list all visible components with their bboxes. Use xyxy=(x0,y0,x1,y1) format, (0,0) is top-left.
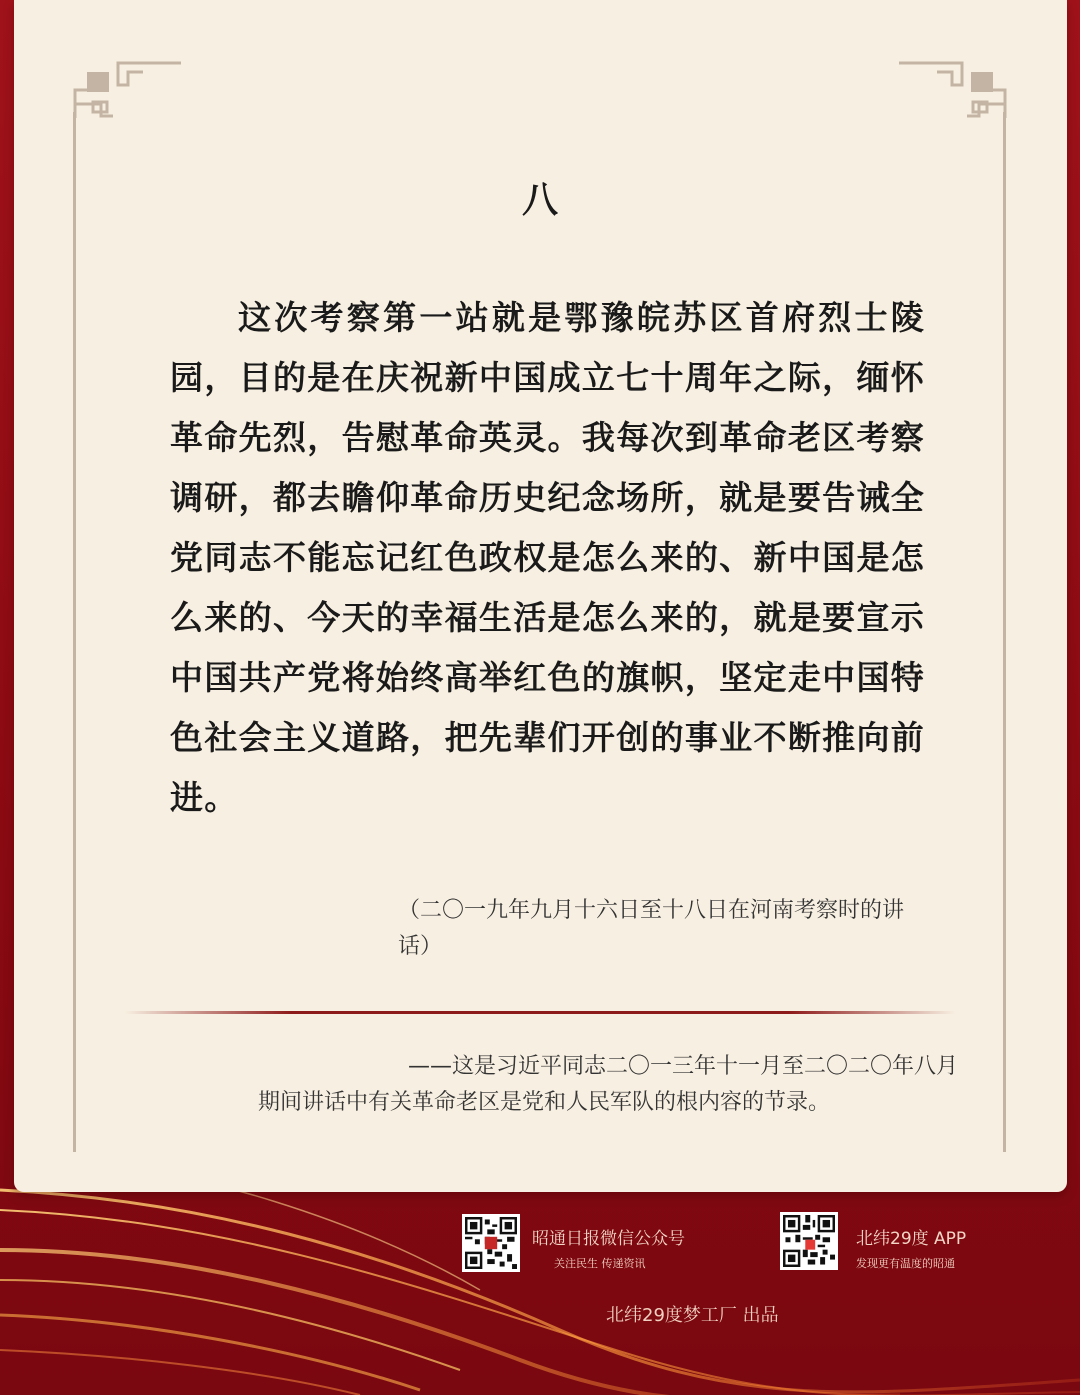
footnote xyxy=(258,1049,958,1121)
footnote-line-2: 期间讲话中有关革命老区是党和人民军队的根内容的节录。 xyxy=(258,1090,831,1115)
footnote-line-1: ——这是习近平同志二〇一三年十一月至二〇二〇年八月 xyxy=(407,1054,958,1079)
qr-code-icon xyxy=(465,1217,517,1269)
source-citation: （二〇一九年九月十六日至十八日在河南考察时的讲话） xyxy=(398,898,905,959)
qr-label-app xyxy=(856,1224,966,1271)
qr-label-wechat xyxy=(532,1224,685,1271)
app-title: 北纬29度 APP xyxy=(856,1229,967,1249)
wechat-account-subtitle: 关注民生 传递资讯 xyxy=(554,1257,646,1270)
qr-code-app[interactable] xyxy=(780,1212,838,1270)
corner-ornament-left-icon xyxy=(73,60,183,120)
qr-code-icon xyxy=(783,1215,835,1267)
frame-border-left xyxy=(73,112,76,1152)
frame-border-right xyxy=(1003,112,1006,1152)
divider-line xyxy=(125,1011,955,1014)
section-number: 八 xyxy=(521,180,558,221)
qr-code-wechat[interactable] xyxy=(462,1214,520,1272)
wechat-account-title: 昭通日报微信公众号 xyxy=(532,1229,685,1249)
app-subtitle: 发现更有温度的昭通 xyxy=(856,1257,955,1270)
corner-ornament-right-icon xyxy=(897,60,1007,120)
body-paragraph: 这次考察第一站就是鄂豫皖苏区首府烈士陵园，目的是在庆祝新中国成立七十周年之际，缅怀革命先烈，告慰革命英灵。我每次到革命老区考察调研，都去瞻仰革命历史纪念场所，就是要告诫全党同志不能忘记红色政权是怎么来的、新中国是怎么来的、今天的幸福生活是怎么来的，就是要宣示中国共产党将始终高举红色的旗帜，坚定走中国特色社会主义道路，把先辈们开创的事业不断推向前进。 xyxy=(170,298,925,817)
producer-credit: 北纬29度梦工厂 出品 xyxy=(606,1305,779,1326)
